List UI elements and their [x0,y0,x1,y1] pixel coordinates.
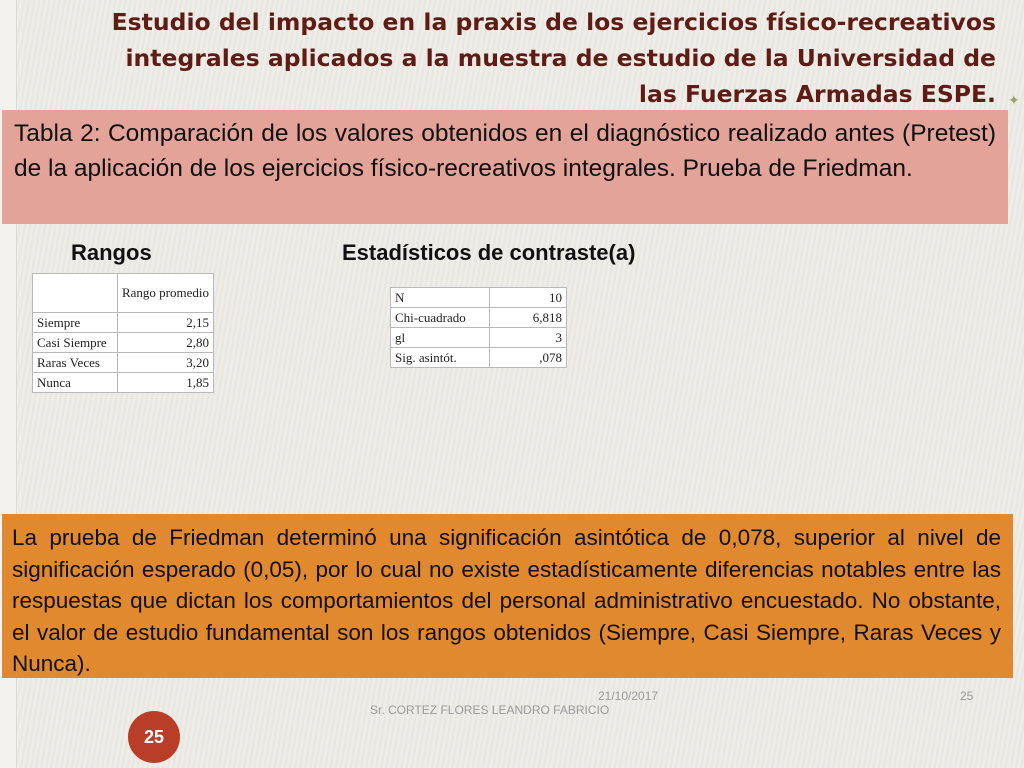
table-header-row [33,274,214,313]
table-row [391,308,567,328]
row-label: N [391,288,490,308]
row-label: gl [391,328,490,348]
table-row [391,288,567,308]
row-label: Siempre [33,313,118,333]
footer-date: 21/10/2017 [598,689,659,703]
stats-heading: Estadísticos de contraste(a) [342,240,636,265]
row-value: 2,80 [117,333,213,353]
ranks-heading: Rangos [71,240,152,265]
bullet-star-icon: ✦ [1008,93,1020,109]
table-row [33,373,214,393]
row-label: Chi-cuadrado [391,308,490,328]
slide-number-badge: 25 [128,711,180,763]
footer-page-number: 25 [960,689,974,703]
table-row [33,333,214,353]
row-value: 3 [490,328,567,348]
row-value: 6,818 [490,308,567,328]
row-value: 3,20 [117,353,213,373]
stats-table [390,287,567,368]
row-label: Nunca [33,373,118,393]
table-row [33,313,214,333]
conclusion-text: La prueba de Friedman determinó una significación asintótica de 0,078, superior al nivel de significación esperado (0,05), por lo cual no existe estadísticamente diferencias notables entre las respuestas que dictan los comportamientos del personal administrativo encuestado. No obstante, el valor de estudio fundamental son los rangos obtenidos (Siempre, Casi Siempre, Raras Veces y Nunca). [2,514,1013,678]
table-row [33,353,214,373]
table-corner-cell [33,274,118,313]
row-label: Raras Veces [33,353,118,373]
row-value: 10 [490,288,567,308]
table-caption: Tabla 2: Comparación de los valores obtenidos en el diagnóstico realizado antes (Pretest) de la aplicación de los ejercicios físico-recreativos integrales. Prueba de Friedman. [2,110,1008,224]
slide-title: Estudio del impacto en la praxis de los ejercicios físico-recreativos integrales aplicados a la muestra de estudio de la Universidad de las Fuerzas Armadas ESPE. [111,8,996,108]
footer-author: Sr. CORTEZ FLORES LEANDRO FABRICIO [370,703,610,717]
table-row [391,348,567,368]
ranks-table [32,273,214,393]
row-label: Casi Siempre [33,333,118,353]
row-value: 1,85 [117,373,213,393]
row-value: 2,15 [117,313,213,333]
table-row [391,328,567,348]
column-header-rango-promedio: Rango promedio [117,274,213,313]
row-value: ,078 [490,348,567,368]
row-label: Sig. asintót. [391,348,490,368]
